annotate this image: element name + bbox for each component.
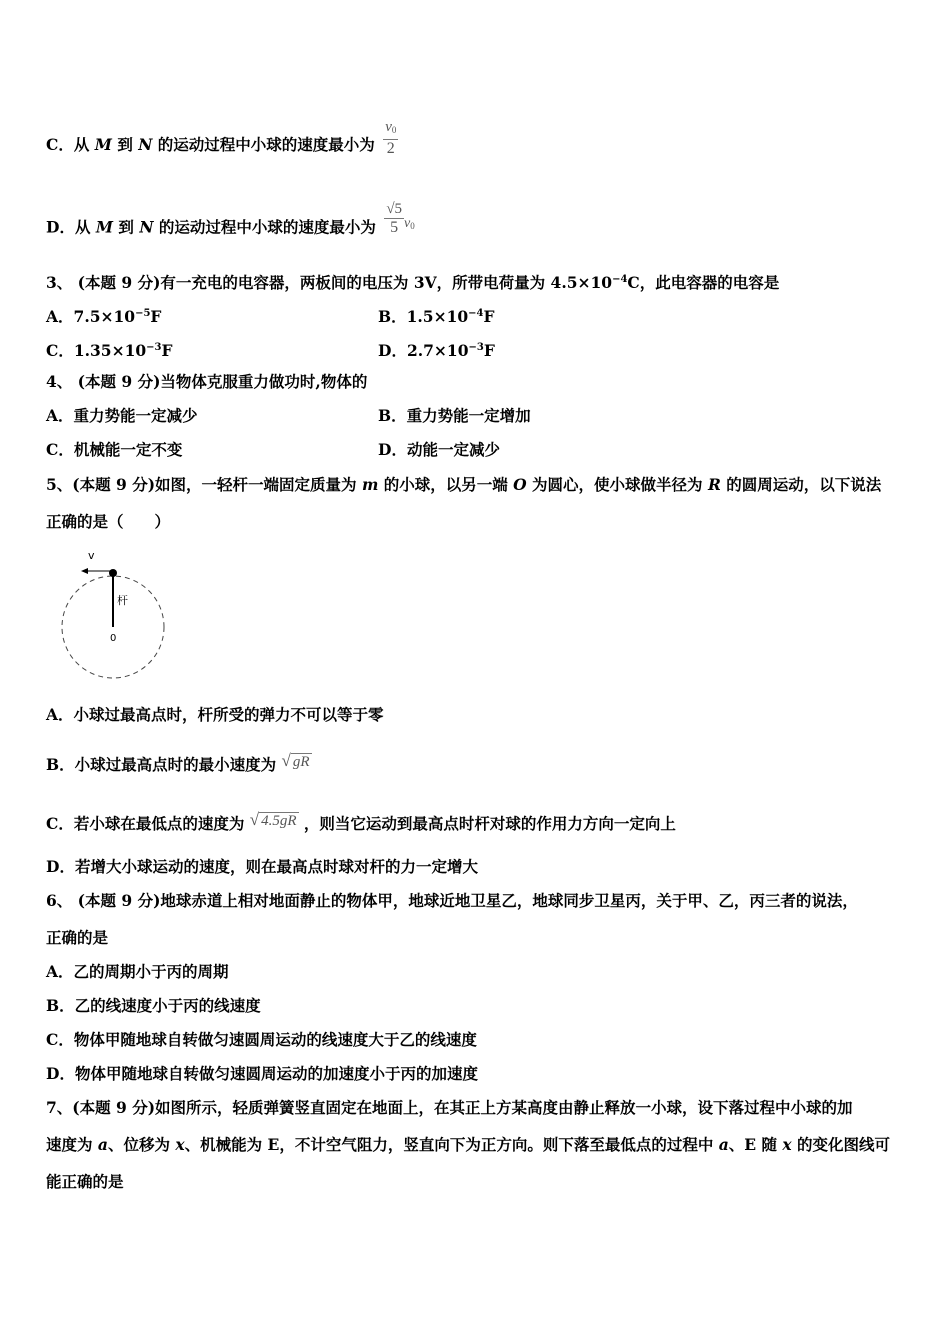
- q5-option-b: B．小球过最高点时的最小速度为 √ gR: [46, 751, 310, 774]
- q6-option-c: C．物体甲随地球自转做匀速圆周运动的线速度大于乙的线速度: [46, 1030, 477, 1049]
- q2-option-c: C．从 M 到 N 的运动过程中小球的速度最小为 $\frac{v_0}{2}$: [46, 119, 397, 157]
- q4-option-b: B．重力势能一定增加: [378, 406, 531, 425]
- q4-option-a: A．重力势能一定减少: [46, 406, 198, 425]
- center-label: 0: [110, 633, 117, 644]
- q7-stem-line2: 速度为 a、位移为 x、机械能为 E，不计空气阻力，竖直向下为正方向。则下落至最低点的过程中 a、E 随 x 的变化图线可: [46, 1135, 891, 1154]
- q5-figure: [55, 545, 180, 685]
- q5-option-d: D．若增大小球运动的速度，则在最高点时球对杆的力一定增大: [46, 857, 478, 876]
- q5-stem-line2: 正确的是（ ）: [46, 512, 171, 531]
- q3-option-d: D．$2.7\times 10^{-3}F$: [378, 341, 495, 361]
- rod-label: 杆: [117, 594, 128, 607]
- q4-stem: 4、 (本题 9 分)当物体克服重力做功时,物体的: [46, 372, 368, 391]
- sqrt-gR: √ gR: [281, 751, 310, 770]
- q6-stem-line2: 正确的是: [46, 928, 109, 947]
- q3-option-b: B．$1.5\times 10^{-4}F$: [378, 307, 495, 327]
- q2-option-d: D．从 M 到 N 的运动过程中小球的速度最小为 $\frac{√5}{5}$ $v_0$: [46, 201, 415, 237]
- q6-option-d: D．物体甲随地球自转做匀速圆周运动的加速度小于丙的加速度: [46, 1064, 478, 1083]
- velocity-label: v: [88, 549, 95, 562]
- q3-option-a: A．$7.5\times 10^{-5}F$: [46, 307, 162, 327]
- q6-option-b: B．乙的线速度小于丙的线速度: [46, 996, 261, 1015]
- q4-option-c: C．机械能一定不变: [46, 440, 183, 459]
- q5-option-c: C．若小球在最低点的速度为 √ 4.5gR ，则当它运动到最高点时杆对球的作用力方向一定向上: [46, 810, 676, 833]
- q3-option-c: C．$1.35\times 10^{-3}F$: [46, 341, 173, 361]
- q6-option-a: A．乙的周期小于丙的周期: [46, 962, 229, 981]
- sqrt-4.5gR: √ 4.5gR: [249, 810, 297, 829]
- fraction-sqrt5-over-5: $\frac{√5}{5}$: [386, 201, 403, 236]
- q5-stem: 5、(本题 9 分)如图，一轻杆一端固定质量为 m 的小球，以另一端 O 为圆心，使小球做半径为 R 的圆周运动，以下说法: [46, 475, 882, 494]
- q3-stem: 3、 (本题 9 分)有一充电的电容器，两板间的电压为 3V，所带电荷量为 $4.5\times 10^{-4}C$，此电容器的电容是: [46, 273, 780, 293]
- q6-stem: 6、 (本题 9 分)地球赤道上相对地面静止的物体甲，地球近地卫星乙，地球同步卫星丙，关于甲、乙，丙三者的说法，: [46, 891, 858, 910]
- q4-option-d: D．动能一定减少: [378, 440, 500, 459]
- q5-option-a: A．小球过最高点时，杆所受的弹力不可以等于零: [46, 705, 384, 724]
- ball: [109, 569, 117, 577]
- q7-stem-line3: 能正确的是: [46, 1172, 124, 1191]
- q7-stem: 7、(本题 9 分)如图所示，轻质弹簧竖直固定在地面上，在其正上方某高度由静止释放一小球，设下落过程中小球的加: [46, 1098, 853, 1117]
- fraction-v0-over-2: $\frac{v_0}{2}$: [385, 119, 397, 157]
